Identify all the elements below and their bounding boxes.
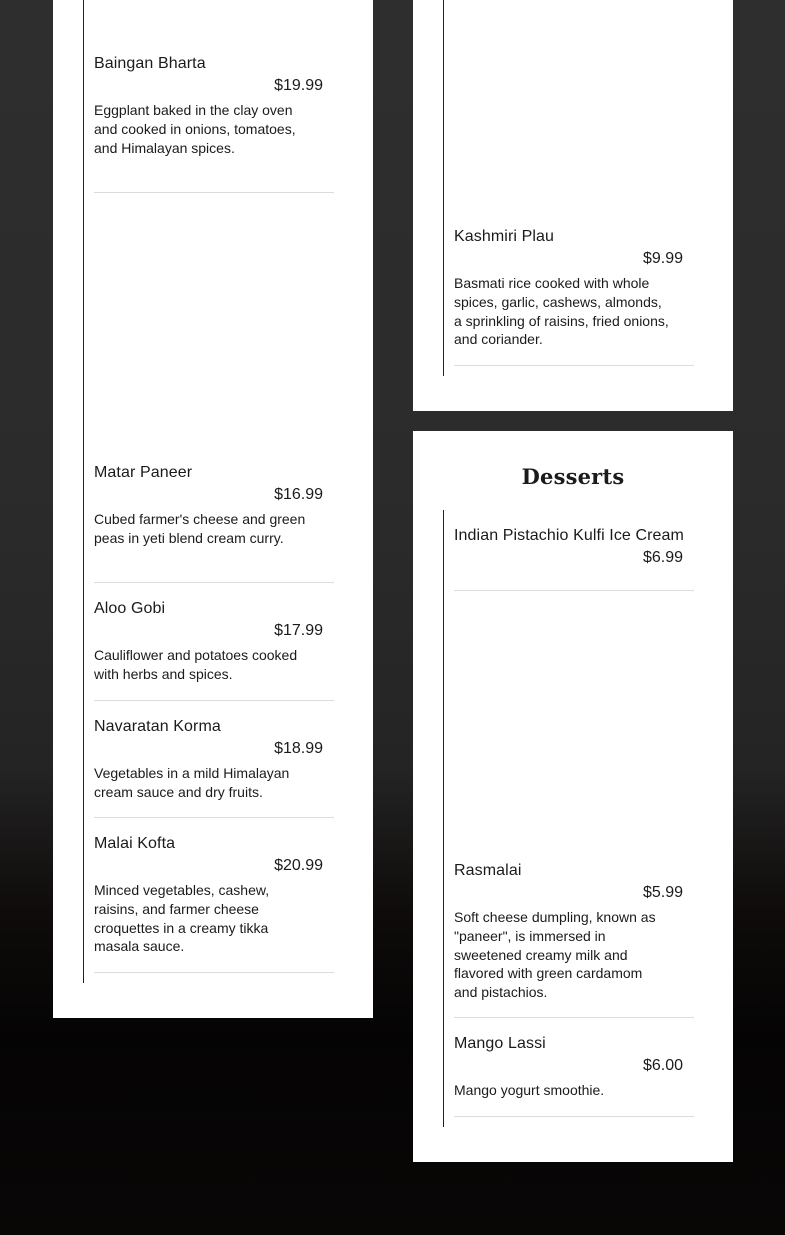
item-description: Vegetables in a mild Himalayan cream sauce and dry fruits. bbox=[94, 765, 290, 800]
item-divider bbox=[454, 1116, 694, 1117]
item-divider bbox=[94, 817, 334, 818]
item-description: Cubed farmer's cheese and green peas in yeti blend cream curry. bbox=[94, 511, 306, 546]
item-name: Kashmiri Plau bbox=[454, 228, 555, 245]
item-description: Cauliflower and potatoes cooked with herbs and spices. bbox=[94, 647, 298, 682]
item-description: Basmati rice cooked with whole spices, garlic, cashews, almonds, a sprinkling of raisins, fried onions, and coriander. bbox=[454, 275, 669, 348]
menu-card-right-top bbox=[413, 0, 733, 411]
item-price: $9.99 bbox=[642, 250, 683, 267]
menu-rail bbox=[443, 510, 444, 1127]
item-price: $6.99 bbox=[642, 549, 683, 566]
item-divider bbox=[94, 192, 334, 193]
menu-card-desserts bbox=[413, 431, 733, 1162]
item-divider bbox=[454, 1017, 694, 1018]
item-name: Rasmalai bbox=[454, 862, 522, 879]
menu-card-left bbox=[53, 0, 373, 1018]
item-name: Navaratan Korma bbox=[94, 718, 221, 735]
item-price: $5.99 bbox=[642, 884, 683, 901]
section-title: Desserts bbox=[521, 464, 625, 489]
item-description: Soft cheese dumpling, known as "paneer", is immersed in sweetened creamy milk and flavored with green cardamom and pistachios. bbox=[454, 909, 656, 1001]
item-divider bbox=[94, 700, 334, 701]
menu-rail bbox=[83, 0, 84, 983]
item-divider bbox=[454, 365, 694, 366]
item-name: Matar Paneer bbox=[94, 464, 193, 481]
item-divider bbox=[454, 590, 694, 591]
item-price: $20.99 bbox=[274, 857, 323, 874]
item-price: $16.99 bbox=[274, 486, 323, 503]
item-price: $18.99 bbox=[274, 740, 323, 757]
item-name: Indian Pistachio Kulfi Ice Cream bbox=[454, 527, 684, 544]
item-name: Baingan Bharta bbox=[94, 55, 206, 72]
item-price: $17.99 bbox=[274, 622, 323, 639]
menu-rail bbox=[443, 0, 444, 376]
item-price: $6.00 bbox=[642, 1057, 683, 1074]
item-divider bbox=[94, 582, 334, 583]
item-description: Mango yogurt smoothie. bbox=[454, 1082, 605, 1098]
item-description: Eggplant baked in the clay oven and cooked in onions, tomatoes, and Himalayan spices. bbox=[94, 102, 296, 156]
item-name: Malai Kofta bbox=[94, 835, 176, 852]
item-name: Mango Lassi bbox=[454, 1035, 546, 1052]
item-price: $19.99 bbox=[274, 77, 323, 94]
item-description: Minced vegetables, cashew, raisins, and farmer cheese croquettes in a creamy tikka masala sauce. bbox=[94, 882, 270, 955]
item-name: Aloo Gobi bbox=[94, 600, 166, 617]
item-divider bbox=[94, 972, 334, 973]
